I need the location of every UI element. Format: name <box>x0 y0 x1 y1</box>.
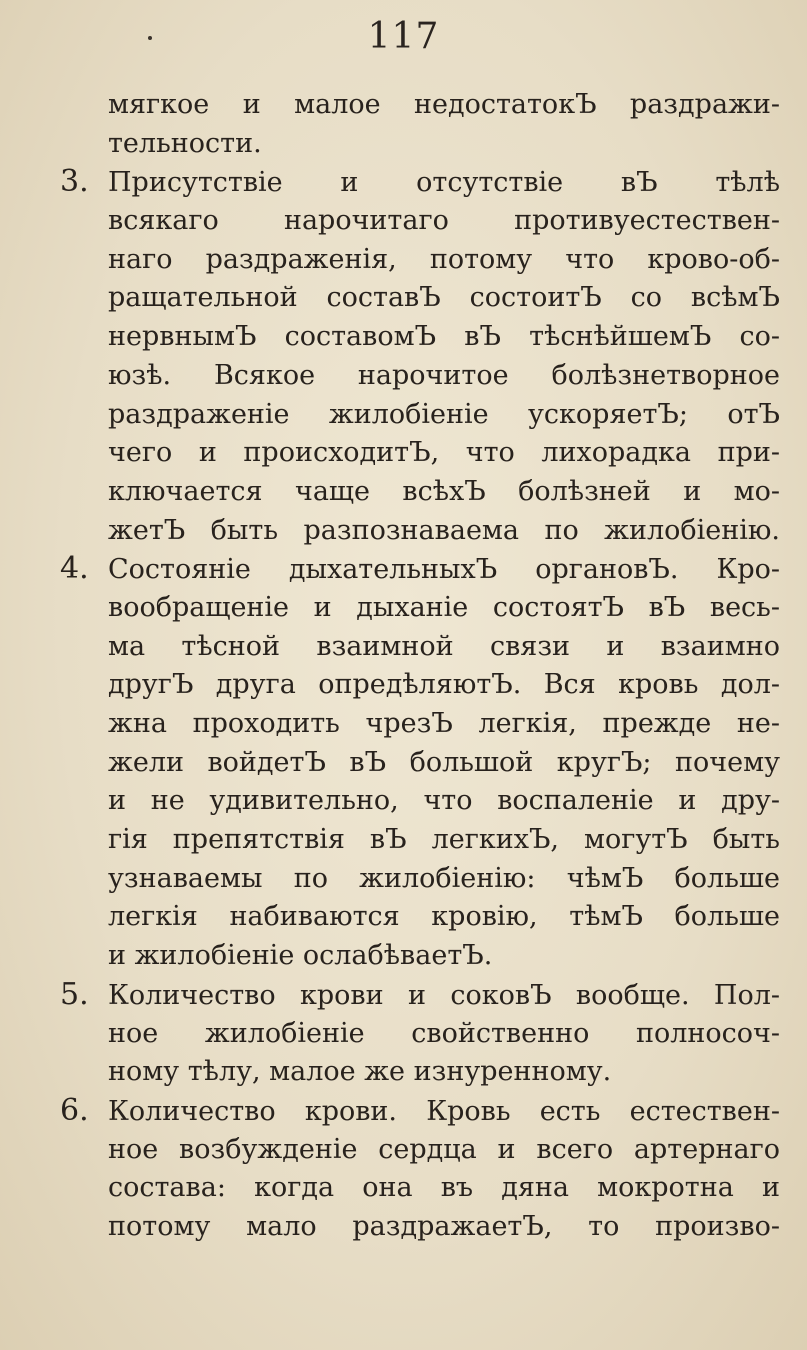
text-line <box>60 1208 780 1247</box>
line-text: жна проходить чрезЪ легкія, прежде не- <box>108 708 780 739</box>
text-line <box>60 589 780 628</box>
line-text: другЪ друга опредѣляютЪ. Вся кровь дол- <box>108 669 780 701</box>
text-line <box>60 434 780 473</box>
text-line <box>60 821 780 860</box>
line-text: чего и происходитЪ, что лихорадка при- <box>108 437 780 469</box>
text-line <box>60 860 780 899</box>
text-line <box>60 396 780 435</box>
text-line <box>60 241 780 280</box>
text-line <box>60 782 780 821</box>
line-text: состава: когда она въ дяна мокротна и <box>108 1172 780 1204</box>
text-line <box>60 976 780 1015</box>
line-text: ма тѣсной взаимной связи и взаимно <box>108 630 780 662</box>
text-line <box>60 1053 780 1092</box>
body-text <box>60 86 780 1247</box>
line-text: юзѣ. Всякое нарочитое болѣзнетворное <box>108 359 780 391</box>
text-line <box>60 744 780 783</box>
line-text: потому мало раздражаетЪ, то произво- <box>108 1210 780 1242</box>
text-line <box>60 1169 780 1208</box>
line-text: гія препятствія вЪ легкихЪ, могутЪ быть <box>108 824 780 856</box>
line-text: Состояніе дыхательныхЪ органовЪ. Кро- <box>108 554 780 586</box>
line-text: вообращеніе и дыханіе состоятЪ вЪ весь- <box>108 591 780 623</box>
item-number: 6. <box>60 1092 89 1128</box>
text-line <box>60 86 780 125</box>
item-number: 3. <box>60 164 89 200</box>
text-line <box>60 1015 780 1054</box>
line-text: легкія набиваются кровію, тѣмЪ больше <box>108 901 780 933</box>
line-text: Количество крови. Кровь есть естествен- <box>108 1095 780 1127</box>
line-text: нервнымЪ составомЪ вЪ тѣснѣйшемЪ со- <box>108 321 780 353</box>
line-text: и жилобіеніе ослабѣваетЪ. <box>108 940 493 972</box>
text-line <box>60 666 780 705</box>
text-line <box>60 628 780 667</box>
item-number: 5. <box>60 976 89 1012</box>
line-text: Количество крови и соковЪ вообще. Пол- <box>108 979 780 1011</box>
text-line <box>60 898 780 937</box>
line-text: ному тѣлу, малое же изнуренному. <box>108 1056 612 1088</box>
text-line <box>60 163 780 202</box>
line-text: жели войдетЪ вЪ большой кругЪ; почему <box>108 746 780 778</box>
line-text: и не удивительно, что воспаленіе и дру- <box>108 785 780 817</box>
page-number: 117 <box>367 16 440 57</box>
text-line <box>60 202 780 241</box>
text-line <box>60 473 780 512</box>
text-line <box>60 512 780 551</box>
text-line <box>60 125 780 164</box>
text-line <box>60 1092 780 1131</box>
line-text: ращательной составЪ состоитЪ со всѣмЪ <box>108 282 780 314</box>
line-text: наго раздраженія, потому что крово-об- <box>108 243 780 275</box>
text-line <box>60 357 780 396</box>
line-text: тельности. <box>108 127 262 159</box>
line-text: жетЪ быть разпознаваема по жилобіенію. <box>108 514 780 546</box>
line-text: Присутствіе и отсутствіе вЪ тѣлѣ <box>108 167 780 199</box>
text-line <box>60 279 780 318</box>
text-line <box>60 1131 780 1170</box>
line-text: мягкое и малое недостатокЪ раздражи- <box>108 89 780 120</box>
line-text: ключается чаще всѣхЪ болѣзней и мо- <box>108 475 780 507</box>
line-text: всякаго нарочитаго противуестествен- <box>108 205 780 237</box>
text-line <box>60 550 780 589</box>
text-line <box>60 937 780 976</box>
line-text: ное жилобіеніе свойственно полносоч- <box>108 1017 780 1049</box>
text-line <box>60 705 780 744</box>
line-text: узнаваемы по жилобіенію: чѣмЪ больше <box>108 862 780 894</box>
item-number: 4. <box>60 551 89 587</box>
text-line <box>60 318 780 357</box>
line-text: ное возбужденіе сердца и всего артернаго <box>108 1133 780 1165</box>
line-text: раздраженіе жилобіеніе ускоряетЪ; отЪ <box>108 398 780 430</box>
